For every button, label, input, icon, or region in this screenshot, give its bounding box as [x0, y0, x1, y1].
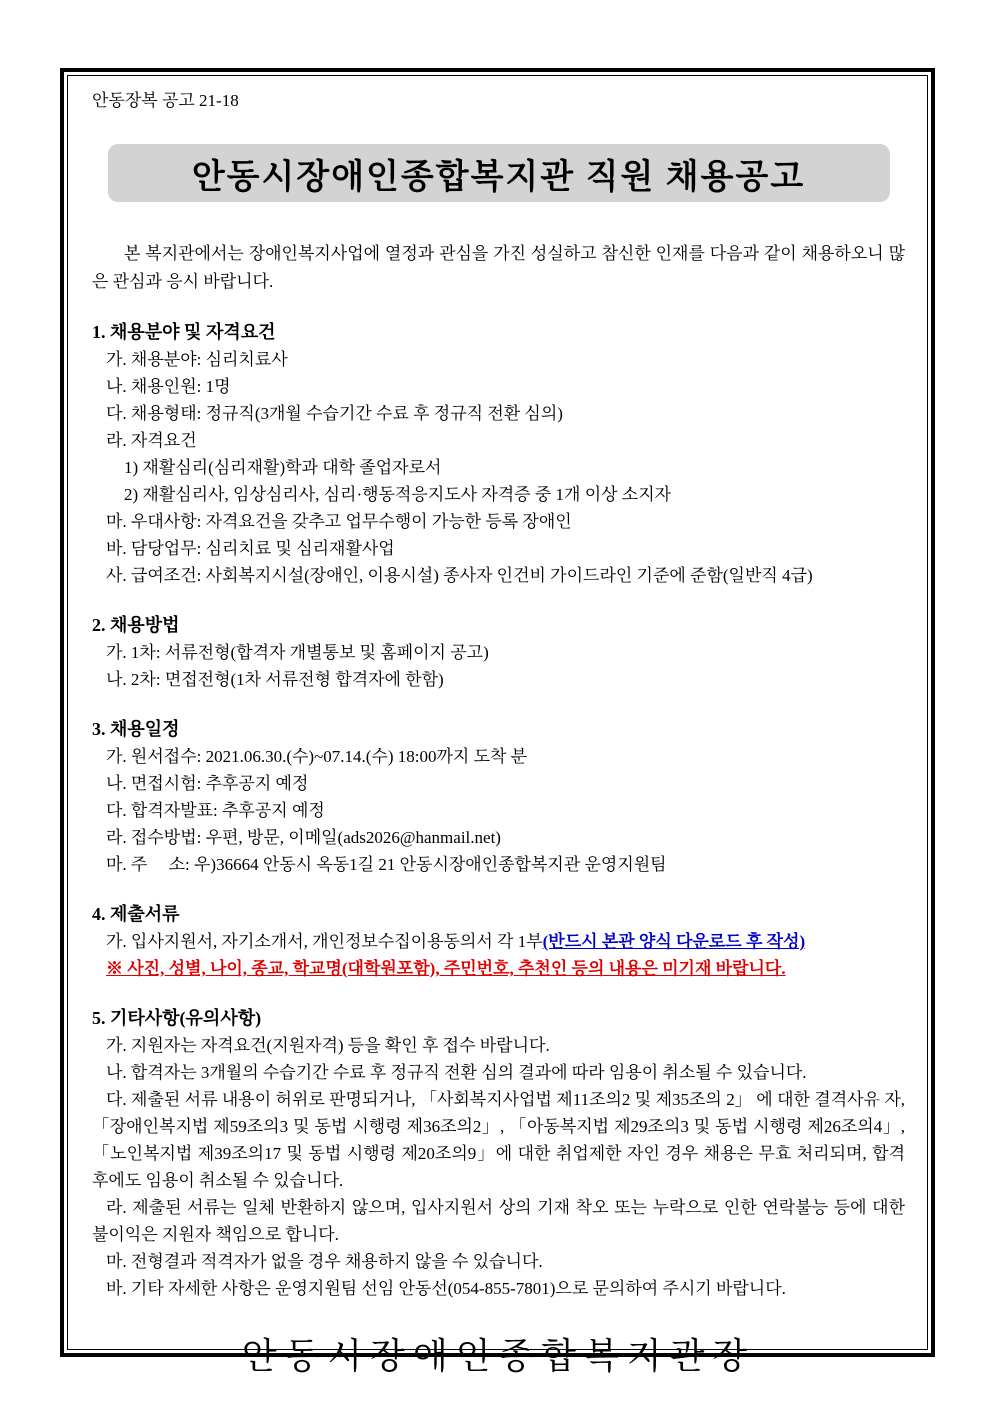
section-1-item-salary: 사. 급여조건: 사회복지시설(장애인, 이용시설) 종사자 인건비 가이드라인 기준에 준함(일반직 4급)	[106, 566, 813, 585]
documents-form-download-notice: (반드시 본관 양식 다운로드 후 작성)	[542, 932, 806, 951]
section-4-item-documents	[92, 928, 905, 955]
section-3-heading: 3. 채용일정	[92, 719, 180, 739]
notice-number: 안동장복 공고 21-18	[92, 91, 239, 110]
document-body	[67, 75, 928, 1376]
section-2-item-first-round: 가. 1차: 서류전형(합격자 개별통보 및 홈페이지 공고)	[106, 643, 489, 662]
section-3-item-address: 마. 주 소: 우)36664 안동시 옥동1길 21 안동시장애인종합복지관 운영지원팀	[106, 855, 667, 874]
section-1-item-field: 가. 채용분야: 심리치료사	[106, 350, 288, 369]
section-1-item-headcount: 나. 채용인원: 1명	[106, 377, 231, 396]
section-5-heading: 5. 기타사항(유의사항)	[92, 1008, 262, 1028]
section-1-item-qualifications: 라. 자격요건	[106, 431, 197, 450]
section-1-item-duties: 바. 담당업무: 심리치료 및 심리재활사업	[106, 539, 395, 558]
section-5-item-disqualification: 다. 제출된 서류 내용이 허위로 판명되거나, 「사회복지사업법 제11조의2 및 제35조의 2」 에 대한 결격사유 자, 「장애인복지법 제59조의3 및 동법 시행령 제36조의2」, 「아동복지법 제29조의3 및 동법 시행령 제26조의4」, 「노인복지법 제39조의17 및 동법 시행령 제20조의9」에 대한 취업제한 자인 경우 채용은 무효 처리되며, 합격 후에도 임용이 취소될 수 있습니다.	[92, 1090, 905, 1190]
section-1-heading: 1. 채용분야 및 자격요건	[92, 322, 276, 342]
section-3-item-interview: 나. 면접시험: 추후공지 예정	[106, 774, 309, 793]
documents-list-text: 가. 입사지원서, 자기소개서, 개인정보수집이용동의서 각 1부	[106, 932, 543, 951]
section-3-item-announcement: 다. 합격자발표: 추후공지 예정	[106, 801, 325, 820]
section-1-item-preference: 마. 우대사항: 자격요건을 갖추고 업무수행이 가능한 등록 장애인	[106, 512, 572, 531]
section-3-item-submission-method: 라. 접수방법: 우편, 방문, 이메일(ads2026@hanmail.net)	[106, 828, 501, 847]
section-5-item-no-hire: 마. 전형결과 적격자가 없을 경우 채용하지 않을 수 있습니다.	[106, 1252, 543, 1271]
section-5-item-probation: 나. 합격자는 3개월의 수습기간 수료 후 정규직 전환 심의 결과에 따라 임용이 취소될 수 있습니다.	[106, 1063, 807, 1082]
documents-exclusion-note: ※ 사진, 성별, 나이, 종교, 학교명(대학원포함), 주민번호, 추천인 등의 내용은 미기재 바랍니다.	[106, 959, 786, 978]
section-1-item-employment-type: 다. 채용형태: 정규직(3개월 수습기간 수료 후 정규직 전환 심의)	[106, 404, 563, 423]
section-3-item-application-period: 가. 원서접수: 2021.06.30.(수)~07.14.(수) 18:00까지 도착 분	[106, 747, 528, 766]
title-banner	[108, 144, 890, 202]
section-5-item-check-qualifications: 가. 지원자는 자격요건(지원자격) 등을 확인 후 접수 바랍니다.	[106, 1036, 550, 1055]
section-1-subitem-certificates: 2) 재활심리사, 임상심리사, 심리·행동적응지도사 자격증 중 1개 이상 소지자	[124, 485, 672, 504]
section-1-subitem-degree: 1) 재활심리(심리재활)학과 대학 졸업자로서	[124, 458, 442, 477]
section-required-documents	[92, 900, 905, 982]
section-recruitment-schedule	[92, 715, 905, 878]
section-2-heading: 2. 채용방법	[92, 615, 180, 635]
section-recruitment-method	[92, 611, 905, 693]
section-2-item-second-round: 나. 2차: 면접전형(1차 서류전형 합격자에 한함)	[106, 670, 444, 689]
section-5-item-no-return: 라. 제출된 서류는 일체 반환하지 않으며, 입사지원서 상의 기재 착오 또는 누락으로 인한 연락불능 등에 대한 불이익은 지원자 책임으로 합니다.	[92, 1198, 905, 1244]
signature-line: 안동시장애인종합복지관장	[241, 1336, 756, 1376]
section-recruitment-requirements	[92, 318, 905, 589]
section-5-item-contact: 바. 기타 자세한 사항은 운영지원팀 선임 안동선(054-855-7801)으로 문의하여 주시기 바랍니다.	[106, 1279, 786, 1298]
document-border	[60, 68, 935, 1376]
intro-paragraph: 본 복지관에서는 장애인복지사업에 열정과 관심을 가진 성실하고 참신한 인재를 다음과 같이 채용하오니 많은 관심과 응시 바랍니다.	[92, 244, 905, 291]
section-other-notes	[92, 1004, 905, 1302]
section-4-heading: 4. 제출서류	[92, 904, 180, 924]
document-title: 안동시장애인종합복지관 직원 채용공고	[191, 158, 806, 196]
